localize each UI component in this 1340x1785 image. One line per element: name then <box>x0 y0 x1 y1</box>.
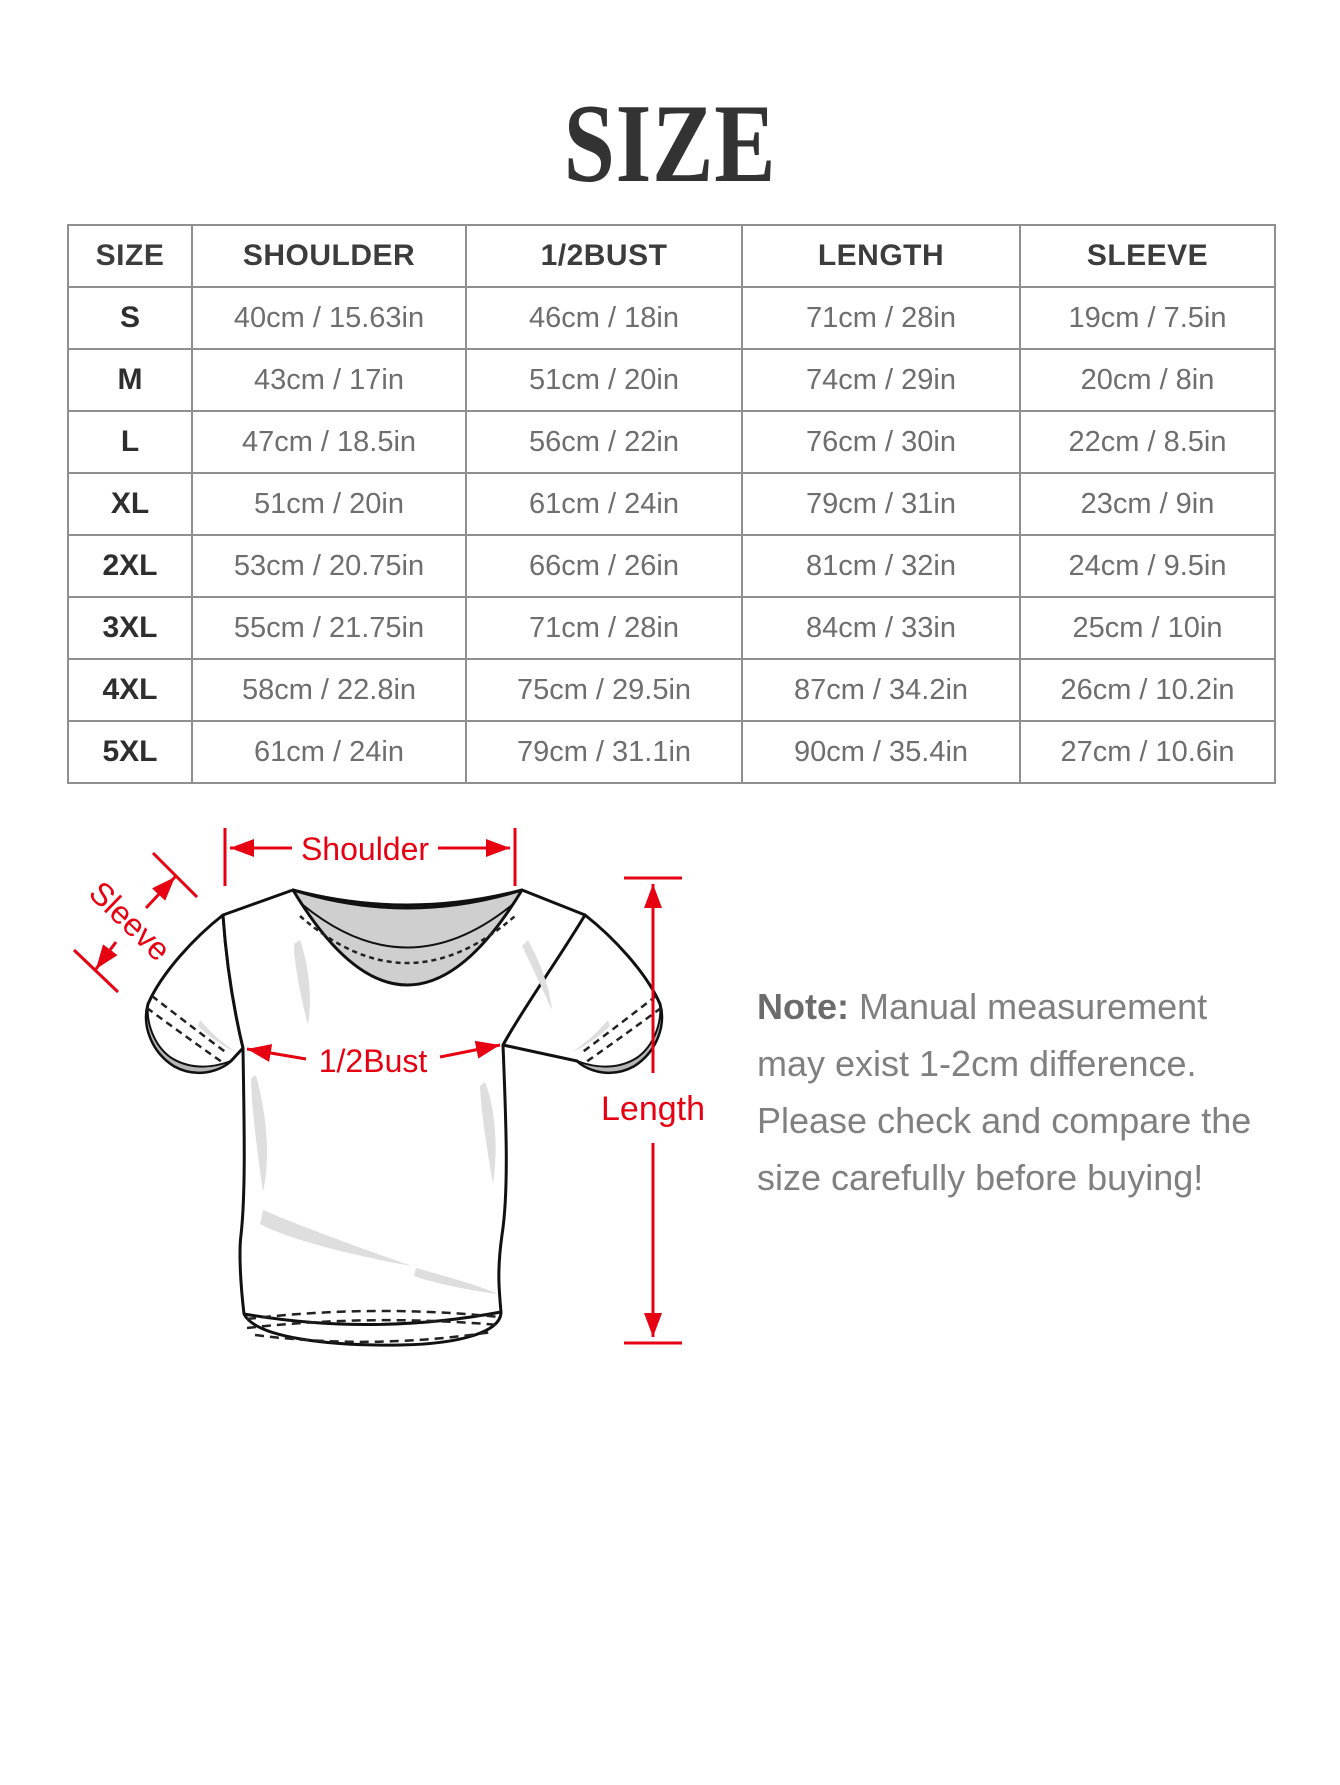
bust-label: 1/2Bust <box>318 1043 428 1079</box>
sleeve-cell: 20cm / 8in <box>1020 349 1275 411</box>
sleeve-cell: 22cm / 8.5in <box>1020 411 1275 473</box>
table-header-row <box>68 225 1275 287</box>
shoulder-cell: 51cm / 20in <box>192 473 466 535</box>
shoulder-label: Shoulder <box>300 831 430 867</box>
length-cell: 90cm / 35.4in <box>742 721 1020 783</box>
bust-cell: 46cm / 18in <box>466 287 742 349</box>
note-text: Manual measurement may exist 1-2cm difference. Please check and compare the size carefully before buying! <box>757 986 1252 1198</box>
bust-cell: 71cm / 28in <box>466 597 742 659</box>
tshirt-illustration <box>146 890 661 1345</box>
tshirt-measurement-diagram <box>60 820 705 1365</box>
size-cell: XL <box>68 473 192 535</box>
length-cell: 76cm / 30in <box>742 411 1020 473</box>
length-cell: 79cm / 31in <box>742 473 1020 535</box>
table-row <box>68 473 1275 535</box>
bust-cell: 66cm / 26in <box>466 535 742 597</box>
bust-cell: 79cm / 31.1in <box>466 721 742 783</box>
size-cell: 4XL <box>68 659 192 721</box>
shoulder-cell: 61cm / 24in <box>192 721 466 783</box>
sleeve-cell: 23cm / 9in <box>1020 473 1275 535</box>
length-cell: 84cm / 33in <box>742 597 1020 659</box>
table-row <box>68 597 1275 659</box>
header-sleeve: SLEEVE <box>1020 225 1275 287</box>
shoulder-cell: 40cm / 15.63in <box>192 287 466 349</box>
sleeve-upper-tick <box>153 853 197 897</box>
sleeve-label: Sleeve <box>82 874 178 968</box>
length-cell: 74cm / 29in <box>742 349 1020 411</box>
size-cell: 5XL <box>68 721 192 783</box>
sleeve-cell: 27cm / 10.6in <box>1020 721 1275 783</box>
bust-cell: 61cm / 24in <box>466 473 742 535</box>
length-cell: 71cm / 28in <box>742 287 1020 349</box>
bust-cell: 51cm / 20in <box>466 349 742 411</box>
measurement-note <box>757 978 1257 1206</box>
length-cell: 87cm / 34.2in <box>742 659 1020 721</box>
size-cell: L <box>68 411 192 473</box>
sleeve-arrow-down <box>96 942 116 969</box>
sleeve-cell: 24cm / 9.5in <box>1020 535 1275 597</box>
table-row <box>68 721 1275 783</box>
length-label: Length <box>601 1090 705 1128</box>
shoulder-cell: 58cm / 22.8in <box>192 659 466 721</box>
table-row <box>68 349 1275 411</box>
header-length: LENGTH <box>742 225 1020 287</box>
bust-cell: 75cm / 29.5in <box>466 659 742 721</box>
table-row <box>68 287 1275 349</box>
sleeve-cell: 25cm / 10in <box>1020 597 1275 659</box>
note-label: Note: <box>757 986 849 1027</box>
length-cell: 81cm / 32in <box>742 535 1020 597</box>
size-cell: S <box>68 287 192 349</box>
table-row <box>68 411 1275 473</box>
sleeve-arrow-up <box>146 877 175 908</box>
page-title: SIZE <box>563 82 777 206</box>
table-row <box>68 535 1275 597</box>
shoulder-cell: 55cm / 21.75in <box>192 597 466 659</box>
header-bust: 1/2BUST <box>466 225 742 287</box>
table-row <box>68 659 1275 721</box>
sleeve-cell: 26cm / 10.2in <box>1020 659 1275 721</box>
header-shoulder: SHOULDER <box>192 225 466 287</box>
size-chart-table <box>67 224 1276 784</box>
header-size: SIZE <box>68 225 192 287</box>
shoulder-cell: 47cm / 18.5in <box>192 411 466 473</box>
shoulder-cell: 53cm / 20.75in <box>192 535 466 597</box>
sleeve-cell: 19cm / 7.5in <box>1020 287 1275 349</box>
shoulder-cell: 43cm / 17in <box>192 349 466 411</box>
size-cell: 3XL <box>68 597 192 659</box>
sleeve-lower-tick <box>74 950 118 992</box>
size-cell: M <box>68 349 192 411</box>
bust-cell: 56cm / 22in <box>466 411 742 473</box>
size-cell: 2XL <box>68 535 192 597</box>
